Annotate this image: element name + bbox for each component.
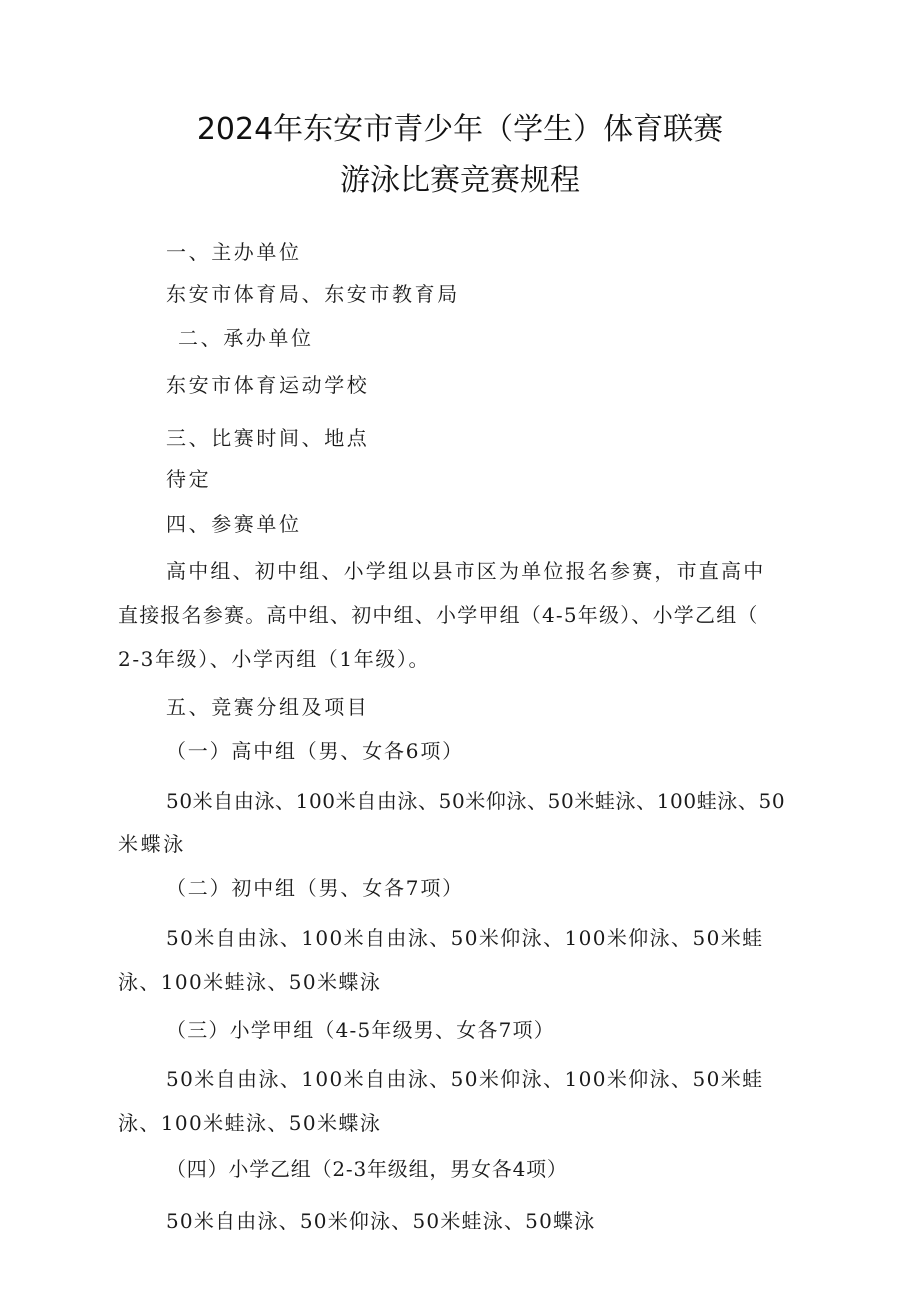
section-heading-groups-events: 五、竞赛分组及项目 (166, 695, 370, 719)
group-high-school-events-line-1: 50米自由泳、100米自由泳、50米仰泳、50米蛙泳、100蛙泳、50 (166, 789, 786, 813)
group-primary-b-events: 50米自由泳、50米仰泳、50米蛙泳、50蝶泳 (166, 1209, 596, 1233)
group-primary-a-events-line-2: 泳、100米蛙泳、50米蝶泳 (118, 1111, 382, 1135)
section-heading-organizer: 一、主办单位 (166, 240, 302, 264)
participants-text-line-3: 2-3年级）、小学丙组（1年级）。 (118, 647, 431, 671)
group-primary-b-heading: （四）小学乙组（2-3年级组，男女各4项） (166, 1157, 568, 1181)
group-primary-a-heading: （三）小学甲组（4-5年级男、女各7项） (166, 1018, 555, 1042)
time-place-text: 待定 (166, 467, 212, 491)
document-title-line-2: 游泳比赛竞赛规程 (340, 163, 580, 198)
host-text: 东安市体育运动学校 (166, 373, 370, 397)
section-heading-time-place: 三、比赛时间、地点 (166, 426, 370, 450)
group-primary-a-events-line-1: 50米自由泳、100米自由泳、50米仰泳、100米仰泳、50米蛙 (166, 1067, 764, 1091)
participants-text-line-2: 直接报名参赛。高中组、初中组、小学甲组（4-5年级）、小学乙组（ (118, 603, 759, 627)
section-heading-host: 二、承办单位 (178, 326, 314, 350)
organizer-text: 东安市体育局、东安市教育局 (166, 282, 460, 306)
group-high-school-events-line-2: 米蝶泳 (118, 832, 186, 856)
group-middle-school-events-line-2: 泳、100米蛙泳、50米蝶泳 (118, 970, 382, 994)
group-middle-school-events-line-1: 50米自由泳、100米自由泳、50米仰泳、100米仰泳、50米蛙 (166, 926, 764, 950)
participants-text-line-1: 高中组、初中组、小学组以县市区为单位报名参赛，市直高中 (166, 559, 766, 583)
document-title-line-1: 2024年东安市青少年（学生）体育联赛 (196, 112, 724, 147)
group-middle-school-heading: （二）初中组（男、女各7项） (166, 876, 464, 900)
section-heading-participants: 四、参赛单位 (166, 512, 302, 536)
group-high-school-heading: （一）高中组（男、女各6项） (166, 739, 464, 763)
